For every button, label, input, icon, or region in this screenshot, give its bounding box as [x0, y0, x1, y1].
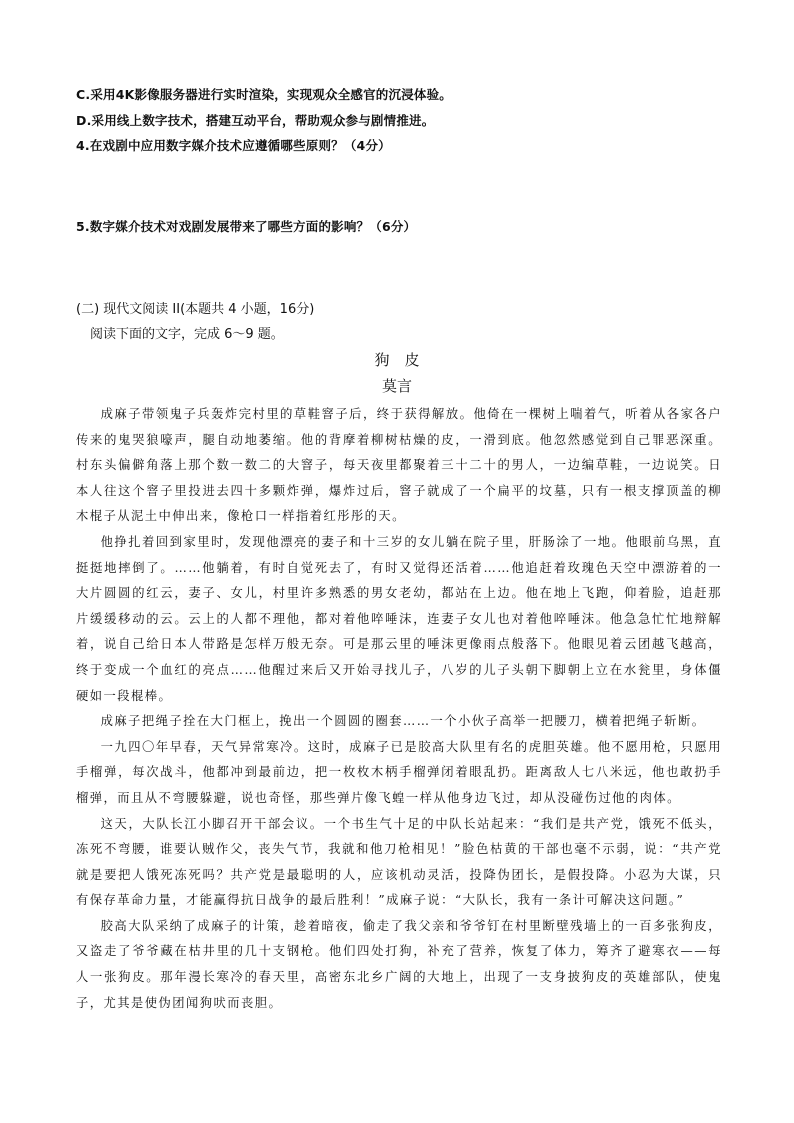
paragraph: 这天，大队长江小脚召开干部会议。一个书生气十足的中队长站起来：“我们是共产党，饿死不低头，冻死不弯腰，谁要认贼作父，丧失气节，我就和他刀枪相见！”脸色枯黄的干部也毫不示弱，说：“共产党就是要把人饿死冻死吗？共产党是最聪明的人，应该机动灵活，投降伪团长，是假投降。小忍为大谋，只有保存革命力量，才能赢得抗日战争的最后胜利！”成麻子说：“大队长，我有一条计可解决这问题。”: [76, 816, 722, 908]
paragraph: 成麻子把绳子拴在大门框上，挽出一个圆圆的圈套……一个小伙子高举一把腰刀，横着把绳子斩断。: [100, 714, 706, 729]
article-title: 狗 皮: [374, 351, 420, 369]
option-c: C.采用4K影像服务器进行实时渲染，实现观众全感官的沉浸体验。: [76, 87, 453, 102]
question-4: 4.在戏剧中应用数字媒介技术应遵循哪些原则？（4分）: [76, 138, 391, 153]
section-heading: (二) 现代文阅读 II(本题共 4 小题，16分): [76, 302, 315, 317]
section-instruction: 阅读下面的文字，完成 6～9 题。: [90, 327, 284, 342]
article-body: [76, 402, 722, 1016]
paragraph: 他挣扎着回到家里时，发现他漂亮的妻子和十三岁的女儿躺在院子里，肝肠涂了一地。他眼前乌黑，直挺挺地摔倒了。……他躺着，有时自觉死去了，有时又觉得还活着……他追赶着玫瑰色天空中漂游着的一大片圆圆的红云，妻子、女儿，村里许多熟悉的男女老幼，都站在上边。他在地上飞跑，仰着脸，追赶那片缓缓移动的云。云上的人都不理他，都对着他啐唾沫，连妻子女儿也对着他啐唾沫。他急急忙忙地辩解着，说自己给日本人带路是怎样万般无奈。可是那云里的唾沫更像雨点般落下。他眼见着云团越飞越高，终于变成一个血红的亮点……他醒过来后又开始寻找儿子，八岁的儿子头朝下脚朝上立在水瓮里，身体僵硬如一段棍棒。: [76, 534, 722, 703]
article-author: 莫言: [381, 377, 412, 395]
paragraph: 一九四〇年早春，天气异常寒冷。这时，成麻子已是胶高大队里有名的虎胆英雄。他不愿用枪，只愿用手榴弹，每次战斗，他都冲到最前边，把一枚枚木柄手榴弹闭着眼乱扔。距离敌人七八米远，他也敢扔手榴弹，而且从不弯腰躲避，说也奇怪，那些弹片像飞蝗一样从他身边飞过，却从没碰伤过他的肉体。: [76, 739, 722, 805]
paragraph: 成麻子带领鬼子兵轰炸完村里的草鞋窨子后，终于获得解放。他倚在一棵树上喘着气，听着从各家各户传来的鬼哭狼嚎声，腿自动地萎缩。他的背摩着柳树枯燥的皮，一滑到底。他忽然感觉到自己罪恶深重。村东头偏僻角落上那个数一数二的大窨子，每天夜里都聚着三十二十的男人，一边编草鞋，一边说笑。日本人往这个窨子里投进去四十多颗炸弹，爆炸过后，窨子就成了一个扁平的坟墓，只有一根支撑顶盖的柳木棍子从泥土中伸出来，像枪口一样指着红彤彤的天。: [76, 407, 722, 524]
option-d: D.采用线上数字技术，搭建互动平台，帮助观众参与剧情推进。: [76, 113, 435, 128]
question-5: 5.数字媒介技术对戏剧发展带来了哪些方面的影响？（6分）: [76, 219, 417, 234]
paragraph: 胶高大队采纳了成麻子的计策，趁着暗夜，偷走了我父亲和爷爷钉在村里断壁残墙上的一百多张狗皮，又盗走了爷爷藏在枯井里的几十支钢枪。他们四处打狗，补充了营养，恢复了体力，筹齐了避寒衣——每人一张狗皮。那年漫长寒冷的春天里，高密东北乡广阔的大地上，出现了一支身披狗皮的英雄部队，使鬼子，尤其是使伪团闻狗吠而丧胆。: [76, 918, 722, 1010]
